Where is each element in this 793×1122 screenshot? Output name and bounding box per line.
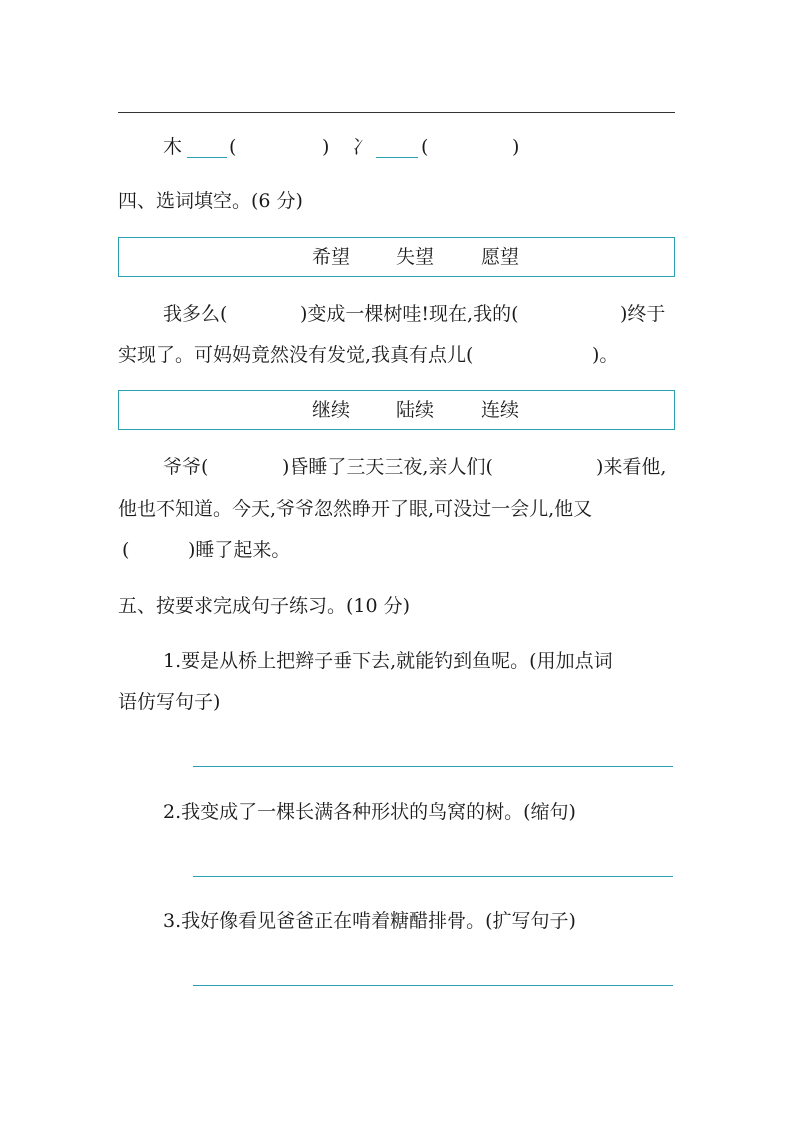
g1-line1-c: )终于 [620,303,666,325]
radical-mu: 木 [163,136,183,158]
word-option: 失望 [396,246,435,268]
g1-line2-a: 实现了。可妈妈竟然没有发觉,我真有点儿( [118,344,474,366]
paren-open: ( [421,136,429,158]
g2-line2: 他也不知道。今天,爷爷忽然睁开了眼,可没过一会儿,他又 [118,498,593,520]
word-option: 愿望 [481,246,520,268]
g2-line3-a: ( [122,539,130,561]
q1-line2: 语仿写句子) [118,691,221,713]
section4-heading: 四、选词填空。(6 分) [118,190,303,212]
g2-line1-a: 爷爷( [163,456,209,478]
answer-line-q3[interactable] [193,985,673,986]
top-divider [118,112,675,113]
g2-line3-b: )睡了起来。 [188,539,291,561]
q3: 3.我好像看见爸爸正在啃着糖醋排骨。(扩写句子) [163,910,576,932]
g2-line1-c: )来看他, [596,456,667,478]
radical-bing: 冫 [352,136,372,158]
paren-close: ) [322,136,330,158]
blank-radical-mu[interactable] [187,157,227,158]
paren-open: ( [229,136,237,158]
g1-line1-b: )变成一棵树哇!现在,我的( [300,303,519,325]
section5-heading: 五、按要求完成句子练习。(10 分) [118,595,411,617]
word-option: 继续 [312,399,351,421]
g1-line2-b: )。 [592,344,619,366]
word-box-2 [118,390,675,430]
answer-line-q2[interactable] [193,876,673,877]
q2: 2.我变成了一棵长满各种形状的鸟窝的树。(缩句) [163,801,576,823]
paren-close: ) [512,136,520,158]
answer-line-q1[interactable] [193,766,673,767]
word-option: 陆续 [396,399,435,421]
word-option: 希望 [312,246,351,268]
word-box-1 [118,237,675,277]
q1-line1: 1.要是从桥上把辫子垂下去,就能钓到鱼呢。(用加点词 [163,650,613,672]
g2-line1-b: )昏睡了三天三夜,亲人们( [282,456,493,478]
g1-line1-a: 我多么( [163,303,228,325]
word-option: 连续 [481,399,520,421]
blank-radical-bing[interactable] [376,157,418,158]
